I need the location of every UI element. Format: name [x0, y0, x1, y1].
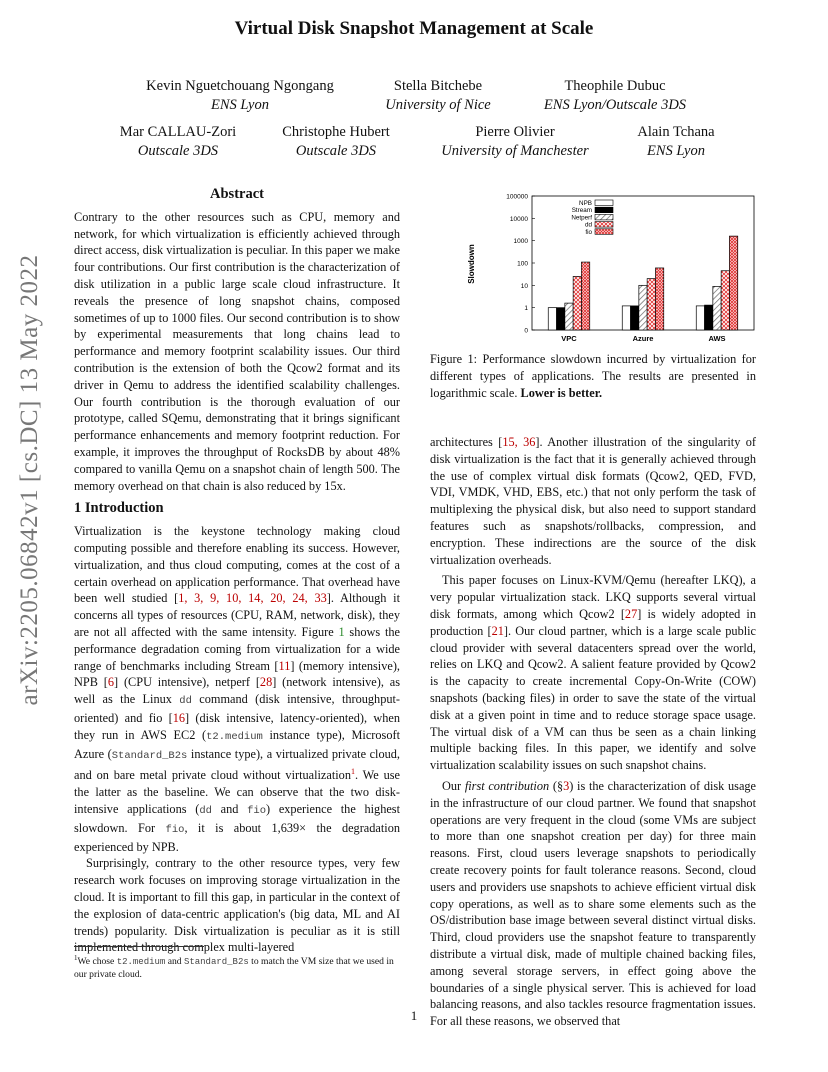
y-tick-label: 1 — [524, 305, 528, 313]
y-tick-label: 0 — [524, 327, 528, 335]
author-1 — [120, 77, 360, 115]
text-run: ] is widely adopted in production [ — [430, 606, 756, 638]
author-4 — [98, 123, 258, 161]
legend-swatch — [595, 207, 613, 213]
citation-link[interactable]: 27 — [624, 606, 638, 621]
legend-swatch — [595, 229, 613, 235]
legend-swatch — [595, 222, 613, 228]
chart-bars — [548, 236, 738, 330]
text-run: ) is the characterization of disk usage in the infrastructure of our cloud partner. We found that snapshot operations are very frequent in the cloud (some VMs are subject to more than one snapshot creation per day) for three main reasons. First, cloud users leverage snapshots to periodically create recovery points for fault tolerance reasons. Second, cloud users and providers use snapshots to achieve efficient virtual disk copy operations, as well as to share some elements such as the OS/distribution base image between several distinct virtual disks. Third, cloud providers use the snapshot feature to transparently distribute a virtual disk, made of multiple chained backing files, among several storage servers, in effect going above the boundaries of a single physical server. This is achieved for load balancing reasons, and also tackles resource fragmentation issues. For all these reasons, we observed that — [430, 778, 757, 1029]
bar-stream-aws — [705, 305, 713, 330]
bar-fio-vpc — [581, 262, 589, 330]
y-tick-label: 100000 — [506, 193, 528, 201]
citation-link[interactable]: 1, 3, 9, 10, 14, 20, 24, 33 — [178, 591, 327, 606]
author-affiliation: University of Nice — [385, 97, 491, 113]
emphasis: first contribution — [464, 778, 550, 793]
author-affiliation: Outscale 3DS — [137, 143, 219, 159]
chart-legend — [571, 200, 613, 236]
author-7 — [616, 123, 736, 161]
section-link[interactable]: 3 — [563, 778, 570, 793]
author-3 — [520, 77, 710, 115]
y-axis-label: Slowdown — [467, 244, 476, 284]
text-run: and — [211, 801, 248, 816]
abstract-text: Contrary to the other resources such as CPU, memory and network, for which virtualization is efficiently achieved through direct access, disk virtualization is peculiar. In this paper we make four contributions. Our first contribution is the characterization of disk utilization in a public large scale cloud infrastructure. It reveals the presence of long snapshot chains, composed sometimes of up to 1000 files. Our second contribution is to show by experimental measurements that long chains lead to performance and memory footprint scalability issues. Our third contribution is the extension of both the Qcow2 format and its driver in Qemu to address the identified scalability challenges. Our fourth contribution is the thorough evaluation of our prototype, called SQemu, demonstrating that it brings significant performance enhancements and memory footprint reduction. For example, it improves the throughput of RocksDB by about 48% compared to vanilla Qemu on a snapshot chain of length 500. The memory overhead on that chain is also reduced by 15x. — [74, 209, 400, 493]
author-name: Theophile Dubuc — [564, 78, 666, 94]
bar-fio-azure — [655, 268, 663, 330]
author-affiliation: University of Manchester — [441, 143, 589, 159]
text-run: ]. Although it concerns all types of resources (CPU, RAM, network, disk), they are not all affected with the same intensity. Figure — [74, 591, 401, 639]
text-run: architectures [ — [430, 435, 503, 449]
text-run: ]. Another illustration of the singularity of disk virtualization is the fact that it is generally achieved through the use of complex virtual disk formats (Qcow2, QED, FVD, VDI, VMDK, VHD, EBS, etc.) that not only perform the task of multiplexing the physical disk, but also need to support standard features such as snapshots/rollbacks, compression, and encryption. These indirections are the source of the disk virtualization overheads. — [430, 435, 756, 567]
text-run: and — [165, 956, 184, 968]
legend-swatch — [595, 200, 613, 206]
code-text: Standard_B2s — [183, 957, 249, 968]
author-name: Pierre Olivier — [475, 124, 555, 140]
text-run: (§ — [549, 778, 564, 793]
y-tick-label: 100 — [517, 260, 528, 268]
text-run: ) experience the highest slowdown. For — [74, 801, 401, 835]
text-run: ] (network intensive), as well as the Linux — [74, 675, 400, 707]
text-run: to match the VM size that we used in our private cloud. — [74, 956, 394, 980]
slowdown-bar-chart — [462, 188, 758, 350]
bar-npb-vpc — [548, 308, 556, 330]
text-run: ] (CPU intensive), netperf [ — [114, 675, 260, 690]
abstract-heading: Abstract — [210, 186, 264, 202]
text-run: Figure 1: Performance slowdown incurred by virtualization for different types of applications. The results are presented in logarithmic scale. — [430, 352, 756, 400]
right-paragraph-3 — [430, 778, 756, 1030]
text-run: instance type), Microsoft Azure ( — [74, 727, 400, 761]
author-name: Mar CALLAU-Zori — [119, 124, 237, 140]
arxiv-identifier-text: arXiv:2205.06842v1 [cs.DC] 13 May 2022 — [16, 254, 43, 706]
bar-stream-azure — [631, 306, 639, 330]
code-text: dd — [179, 695, 192, 708]
section-heading: 1 Introduction — [74, 500, 164, 517]
bar-npb-azure — [622, 306, 630, 330]
text-run: . We use the latter as the baseline. We can observe that the two disk-intensive applications ( — [74, 768, 400, 816]
text-run: ] (disk intensive, latency-oriented), when they run in AWS EC2 ( — [74, 710, 400, 742]
text-run: , it is about 1,639× the degradation experienced by NPB. — [74, 820, 400, 854]
citation-link[interactable]: 21 — [491, 623, 504, 638]
page-number: 1 — [410, 1008, 418, 1023]
x-tick-label: VPC — [561, 334, 577, 343]
code-text: dd — [199, 804, 212, 817]
intro-paragraph-1 — [74, 523, 400, 855]
legend-label: Stream — [571, 207, 592, 215]
caption-emphasis: Lower is better. — [520, 385, 603, 400]
citation-link[interactable]: 15, 36 — [502, 435, 536, 449]
text-run: ] (memory intensive), NPB [ — [74, 658, 400, 690]
footnote-mark: 1 — [74, 954, 78, 962]
bar-netperf-azure — [639, 285, 647, 330]
bar-dd-azure — [647, 279, 655, 330]
x-tick-label: Azure — [632, 334, 654, 343]
footnote-link[interactable]: 1 — [350, 767, 355, 777]
code-text: t2.medium — [116, 957, 166, 968]
author-affiliation: ENS Lyon/Outscale 3DS — [543, 97, 687, 113]
legend-label: dd — [584, 221, 592, 229]
paper-title: Virtual Disk Snapshot Management at Scale — [234, 18, 594, 39]
author-6 — [420, 123, 610, 161]
right-column — [430, 434, 756, 1030]
citation-link[interactable]: 11 — [278, 658, 291, 673]
text-run: command (disk intensive, throughput-oriented) and fio [ — [74, 692, 400, 725]
figure-caption — [430, 351, 756, 401]
author-name: Christophe Hubert — [282, 124, 390, 140]
y-tick-label: 1000 — [513, 238, 528, 246]
author-2 — [368, 77, 508, 115]
bar-stream-vpc — [557, 308, 565, 330]
bar-fio-aws — [729, 236, 737, 330]
citation-link[interactable]: 6 — [107, 675, 115, 690]
code-text: Standard_B2s — [111, 749, 188, 762]
text-run: We chose — [77, 956, 117, 968]
citation-link[interactable]: 16 — [172, 710, 186, 725]
author-name: Kevin Nguetchouang Ngongang — [146, 78, 334, 94]
author-name: Stella Bitchebe — [393, 78, 483, 94]
arxiv-identifier — [8, 200, 52, 760]
bar-netperf-aws — [713, 286, 721, 330]
text-run: Virtualization is the keystone technology making cloud computing possible and therefore enabling its success. However, virtualization, and thus cloud computing, comes at the cost of a certain overhead on application performance. That overhead have been well studied [ — [74, 524, 400, 606]
right-paragraph-1 — [430, 434, 756, 568]
author-affiliation: ENS Lyon — [211, 97, 269, 113]
text-run: ]. Our cloud partner, which is a large scale public cloud provider with several datacenters spread over the world, relies on LKQ and Qcow2. A salient feature provided by Qcow2 is the capacity to create incremental Copy-On-Write (COW) snapshots (backing files) in order to save the state of the virtual disk at a given point in time and to reduce storage space usage. The virtual disk of a VM can thus be seen as a chain linking multiple backing files. In this paper, we identify and solve virtualization scalability issues on such snapshot chains. — [430, 623, 757, 773]
citation-link[interactable]: 28 — [259, 675, 273, 690]
legend-swatch — [595, 214, 613, 220]
text-run: instance type), a virtualized private cloud, and on bare metal private cloud without virtualization — [74, 746, 400, 783]
author-5 — [266, 123, 406, 161]
text-run: Our — [442, 778, 465, 793]
footnote-divider — [74, 946, 204, 947]
footnote — [74, 952, 400, 981]
text-run: shows the performance degradation coming from virtualization for a wide range of benchmarks including Stream [ — [74, 624, 400, 673]
legend-label: Netperf — [571, 214, 592, 222]
left-column — [74, 186, 400, 956]
author-affiliation: Outscale 3DS — [295, 143, 377, 159]
legend-label: fio — [585, 228, 592, 236]
code-text: fio — [247, 804, 267, 817]
right-paragraph-2 — [430, 572, 756, 774]
bar-dd-vpc — [573, 276, 581, 330]
y-tick-label: 10000 — [509, 215, 528, 223]
code-text: t2.medium — [206, 730, 263, 743]
code-text: fio — [165, 823, 185, 836]
bar-npb-aws — [696, 306, 704, 330]
author-affiliation: ENS Lyon — [647, 143, 705, 159]
bar-netperf-vpc — [565, 303, 573, 330]
x-tick-label: AWS — [708, 334, 726, 343]
text-run: This paper focuses on Linux-KVM/Qemu (hereafter LKQ), a very popular virtualization stack. LKQ supports several virtual disk formats, among which Qcow2 [ — [430, 573, 756, 621]
figure-link[interactable]: 1 — [338, 624, 345, 639]
bar-dd-aws — [721, 271, 729, 330]
legend-label: NPB — [579, 200, 592, 207]
y-tick-label: 10 — [520, 282, 528, 290]
author-name: Alain Tchana — [637, 124, 715, 140]
intro-paragraph-2: Surprisingly, contrary to the other resource types, very few research work focuses on improving storage virtualization in the cloud. It is important to fill this gap, in particular in the context of the explosion of data-centric application's (big data, ML and AI trends) popularity. Disk virtualization is peculiar as it is still implemented through complex multi-layered — [74, 856, 400, 955]
